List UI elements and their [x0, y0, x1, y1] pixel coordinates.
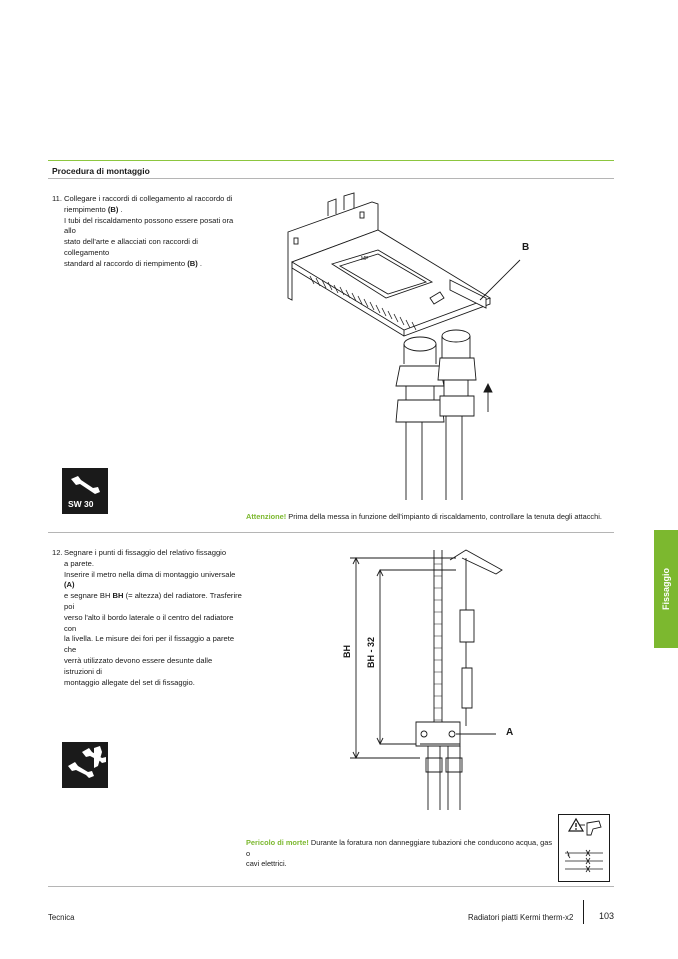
text: .: [118, 204, 123, 214]
ref-b: (B): [187, 258, 198, 268]
step-line: [64, 205, 242, 216]
step-line: verso l'alto il bordo laterale o il centro del radiatore con: [64, 612, 234, 633]
footer-left: Tecnica: [48, 913, 75, 922]
step-body: [64, 548, 242, 688]
step-line: Segnare i punti di fissaggio del relativo fissaggio: [64, 548, 227, 557]
section-rule-top: [48, 160, 614, 161]
warning-text: cavi elettrici.: [246, 859, 287, 869]
drill-warning-graphic: [559, 815, 609, 881]
warning-text: Prima della messa in funzione dell'impianto di riscaldamento, controllare la tenuta degli attacchi.: [286, 512, 602, 521]
page-number: 103: [599, 911, 615, 921]
dim-bh32-label: BH - 32: [366, 636, 376, 668]
step-line: montaggio allegate del set di fissaggio.: [64, 677, 195, 687]
footer-separator: [583, 900, 584, 924]
text: Inserire il metro nella dima di montaggio universale: [64, 569, 236, 579]
text: riempimento: [64, 204, 108, 214]
step-body: [64, 194, 242, 270]
ref-a: (A): [64, 580, 75, 590]
text: standard al raccordo di riempimento: [64, 258, 188, 268]
section-title: Procedura di montaggio: [52, 166, 150, 176]
wrench-size-label: SW 30: [68, 499, 94, 509]
step-line: [64, 259, 242, 270]
text: (= altezza) del radiatore. Trasferire poi: [64, 591, 242, 611]
dim-bh-label: BH: [342, 645, 352, 658]
footer-right: Radiatori piatti Kermi therm-x2: [468, 913, 574, 922]
text: e segnare BH: [64, 591, 113, 601]
label-a: A: [506, 727, 514, 738]
text: .: [197, 258, 203, 268]
step-line: la livella. Le misure dei fori per il fissaggio a parete che: [64, 634, 235, 655]
step-line: a parete.: [64, 558, 94, 568]
step-line: I tubi del riscaldamento possono essere posati ora allo: [64, 215, 234, 236]
scale-mark: MP: [361, 256, 369, 262]
drill-warning-icon: [558, 814, 610, 882]
warning-lead: Pericolo di morte!: [246, 838, 309, 847]
label-b: B: [522, 242, 530, 253]
warning-danger: [246, 838, 556, 870]
ref-bh: BH: [112, 591, 124, 601]
wrenches-icon-graphic: [62, 742, 108, 788]
warning-text: Durante la foratura non danneggiare tubazioni che conducono acqua, gas o: [246, 838, 553, 858]
step-line: Collegare i raccordi di collegamento al raccordo di: [64, 194, 233, 203]
side-tab-label: Fissaggio: [661, 567, 671, 611]
footer-rule: [48, 886, 614, 887]
step-line: [64, 591, 242, 613]
warning-attention: [246, 512, 626, 523]
side-tab-fissaggio[interactable]: [654, 530, 678, 648]
step-line: verrà utilizzato devono essere desunte dalle istruzioni di: [64, 655, 213, 676]
bracket-figure: [280, 190, 540, 502]
step-number: 12.: [52, 548, 63, 557]
wrench-icon: [62, 468, 108, 514]
section-title-rule: [48, 178, 614, 179]
step-number: 11.: [52, 194, 62, 203]
measuring-figure: [336, 548, 512, 812]
step-line: [64, 570, 242, 592]
section-divider: [48, 532, 614, 533]
step-line: stato dell'arte e allacciati con raccordi di collegamento: [64, 237, 198, 257]
warning-lead: Attenzione!: [246, 512, 287, 521]
wrenches-icon: [62, 742, 108, 788]
ref-b: (B): [107, 204, 119, 214]
